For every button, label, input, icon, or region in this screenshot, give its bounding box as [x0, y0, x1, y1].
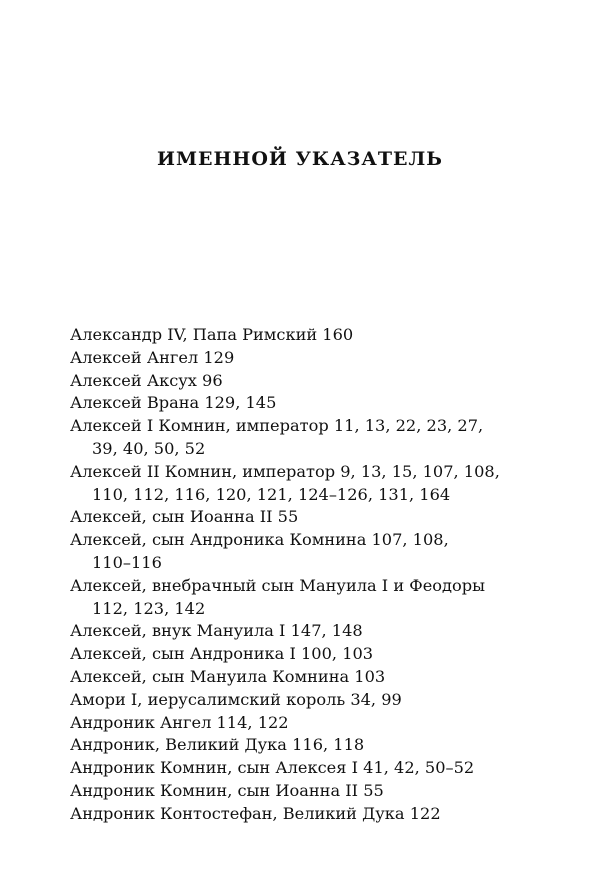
index-entry — [70, 689, 570, 712]
index-entry — [70, 620, 570, 643]
index-entry-text: Андроник, Великий Дука 116, 118 — [70, 735, 365, 755]
index-entry — [70, 415, 570, 461]
index-entry — [70, 529, 570, 575]
index-entry — [70, 575, 570, 621]
index-entry-text: Андроник Комнин, сын Иоанна II 55 — [70, 780, 384, 800]
index-entry-text: Алексей Ангел 129 — [70, 347, 235, 367]
index-entry — [70, 461, 570, 507]
index-entry-text: Александр IV, Папа Римский 160 — [70, 325, 354, 344]
page-title: ИМЕННОЙ УКАЗАТЕЛЬ — [157, 148, 443, 170]
index-entry — [70, 803, 570, 826]
index-entry — [70, 392, 570, 415]
index-entry — [70, 506, 570, 529]
index-entry-text: Алексей, сын Иоанна II 55 — [70, 507, 299, 527]
index-entry-text: Андроник Комнин, сын Алексея I 41, 42, 50–52 — [70, 758, 475, 778]
index-entry-text: Алексей Врана 129, 145 — [70, 393, 277, 413]
index-entry-text: Андроник Ангел 114, 122 — [70, 712, 289, 732]
index-entry-continuation: 112, 123, 142 — [92, 598, 206, 618]
index-entry-text: Алексей, сын Мануила Комнина 103 — [70, 666, 386, 686]
index-entry-text: Алексей Аксух 96 — [70, 370, 223, 390]
index-entry — [70, 370, 570, 393]
index-entry — [70, 666, 570, 689]
index-entry — [70, 347, 570, 370]
name-index-list — [70, 324, 570, 826]
index-entry-text: Андроник Контостефан, Великий Дука 122 — [70, 803, 441, 823]
index-entry-text: Алексей, внук Мануила I 147, 148 — [70, 621, 363, 641]
index-entry-text: Алексей II Комнин, император 9, 13, 15, 107, 108, — [70, 461, 500, 481]
index-entry-text: Алексей I Комнин, император 11, 13, 22, 23, 27, — [70, 416, 484, 436]
index-entry-text: Амори I, иерусалимский король 34, 99 — [70, 689, 402, 709]
index-entry-text: Алексей, внебрачный сын Мануила I и Феодоры — [70, 575, 486, 595]
index-entry — [70, 734, 570, 757]
index-entry-continuation: 110, 112, 116, 120, 121, 124–126, 131, 164 — [92, 484, 451, 504]
index-entry — [70, 643, 570, 666]
index-entry-continuation: 110–116 — [92, 552, 162, 572]
index-entry — [70, 757, 570, 780]
index-entry — [70, 324, 570, 347]
index-entry — [70, 780, 570, 803]
index-entry — [70, 712, 570, 735]
index-entry-text: Алексей, сын Андроника Комнина 107, 108, — [70, 530, 449, 550]
index-entry-continuation: 39, 40, 50, 52 — [92, 438, 206, 458]
index-entry-text: Алексей, сын Андроника I 100, 103 — [70, 644, 374, 664]
